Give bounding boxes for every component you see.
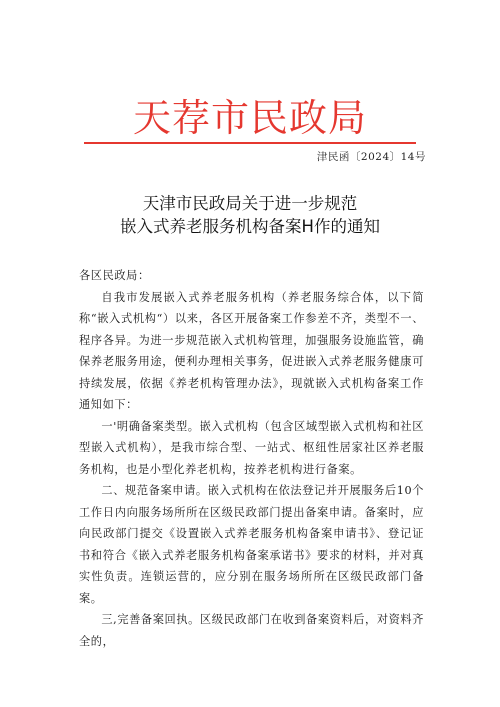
document-number: 津民函〔2024〕14号: [316, 151, 426, 163]
body-paragraph-3: 三,完善备案回执。区级民政部门在收到备案资料后，对资料齐全的，: [79, 613, 424, 648]
document-body: [79, 265, 424, 652]
document-title: [0, 192, 500, 238]
body-paragraph-intro: 自我市发展嵌入式养老服务机构（养老服务综合体，以下简称“嵌入式机构“）以来，各区开展备案工作参差不齐，类型不一、程序各异。为进一步规范嵌入式机构管理，加强服务设施监管，确保养老服务用途，便利办理相关事务，促进嵌入式养老服务健康可持续发展，依据《养老机构管理办法》，现就嵌入式机构备案工作通知如下：: [79, 290, 424, 411]
document-title-line-2: 嵌入式养老服务机构备案H作的通知: [120, 217, 380, 236]
document-title-line-1: 天津市民政局关于进一步规范: [142, 194, 358, 213]
body-paragraph-1: 一'明确备案类型。嵌入式机构（包含区域型嵌入式机构和社区型嵌入式机构），是我市综合型、一站式、枢纽性居家社区养老服务机构，也是小型化养老机构，按养老机构进行备案。: [79, 419, 424, 476]
salutation: 各区民政局：: [79, 269, 150, 282]
issuing-organization-header: 天荐市民政局: [132, 96, 367, 140]
body-paragraph-2: 二、规范备案申请。嵌入式机构在依法登记并开展服务后10个工作日内向服务场所所在区级民政部门提出备案申请。备案时，应向民政部门提交《设置嵌入式养老服务机构备案申请书》、登记证书和符合《嵌入式养老服务机构备案承诺书》要求的材料，并对真实性负责。连锁运营的，应分别在服务场所所在区级民政部门备案。: [79, 484, 424, 605]
red-divider-line: [84, 142, 416, 144]
